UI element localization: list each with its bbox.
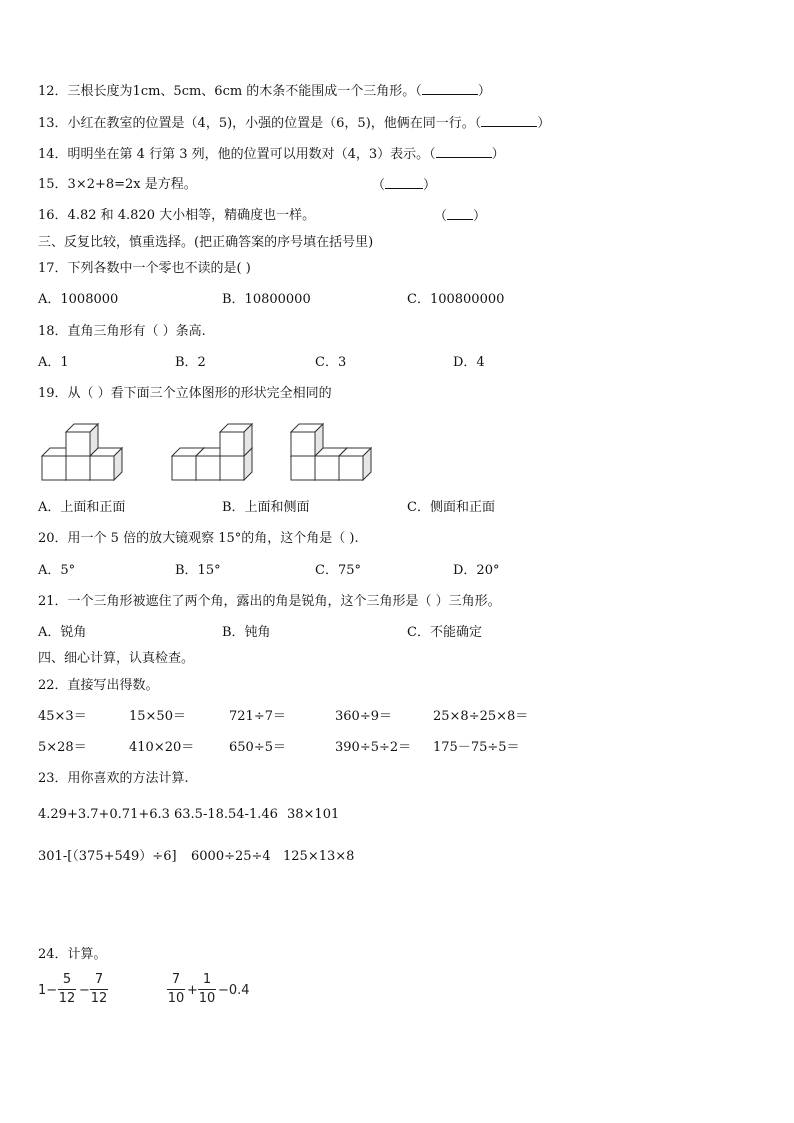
fraction: 7 10: [167, 972, 185, 1006]
option-a[interactable]: A．1: [38, 355, 69, 370]
option-a[interactable]: A．锐角: [38, 625, 87, 640]
oral-calc-item: 650÷5＝: [229, 740, 286, 755]
section-3-heading: 三、反复比较，慎重选择。(把正确答案的序号填在括号里): [38, 235, 374, 250]
question-12: 12．三根长度为1cm、5cm、6cm 的木条不能围成一个三角形。（ ）: [38, 84, 491, 99]
oral-calc-item: 721÷7＝: [229, 709, 286, 724]
option-c[interactable]: C．不能确定: [407, 625, 482, 640]
question-16: 16．4.82 和 4.820 大小相等，精确度也一样。: [38, 208, 316, 223]
question-14: 14．明明坐在第 4 行第 3 列，他的位置可以用数对（4，3）表示。（ ）: [38, 147, 505, 162]
question-22: 22．直接写出得数。: [38, 678, 159, 693]
plus-operator: +: [187, 983, 198, 998]
oral-calc-item: 5×28＝: [38, 740, 87, 755]
oral-calc-item: 390÷5÷2＝: [335, 740, 412, 755]
option-d[interactable]: D．20°: [453, 563, 500, 578]
option-b[interactable]: B．2: [175, 355, 206, 370]
question-15-answer: （ ）: [372, 178, 437, 193]
oral-calc-item: 175－75÷5＝: [433, 740, 520, 755]
question-24: 24．计算。: [38, 947, 107, 962]
question-17: 17．下列各数中一个零也不读的是( ): [38, 261, 251, 276]
oral-calc-item: 15×50＝: [129, 709, 186, 724]
oral-calc-item: 410×20＝: [129, 740, 195, 755]
question-21: 21．一个三角形被遮住了两个角，露出的角是锐角，这个三角形是（ ）三角形。: [38, 594, 501, 609]
calc-expression: 4.29+3.7+0.71+6.3: [38, 807, 170, 822]
cube-figure-2: [172, 424, 252, 480]
question-18: 18．直角三角形有（ ）条高.: [38, 324, 206, 339]
section-4-heading: 四、细心计算，认真检查。: [38, 651, 195, 666]
question-20: 20．用一个 5 倍的放大镜观察 15°的角，这个角是（ ).: [38, 531, 359, 546]
option-b[interactable]: B．钝角: [222, 625, 271, 640]
option-a[interactable]: A．5°: [38, 563, 76, 578]
calc-expression: 63.5-18.54-1.46: [174, 807, 278, 822]
minus-operator: −: [79, 983, 90, 998]
question-13: 13．小红在教室的位置是（4，5)，小强的位置是（6，5)，他俩在同一行。（ ）: [38, 116, 551, 131]
fraction: 5 12: [58, 972, 76, 1006]
option-c[interactable]: C．侧面和正面: [407, 500, 495, 515]
answer-blank[interactable]: [422, 82, 478, 95]
calc-expression: 301-[（375+549）÷6]: [38, 849, 177, 864]
calc-expression: 38×101: [287, 807, 340, 822]
question-15: 15．3×2+8=2x 是方程。: [38, 177, 197, 192]
question-23: 23．用你喜欢的方法计算.: [38, 771, 189, 786]
option-d[interactable]: D．4: [453, 355, 485, 370]
cube-figures: [38, 416, 383, 484]
option-c[interactable]: C．75°: [315, 563, 361, 578]
cube-figure-1: [42, 424, 122, 480]
oral-calc-item: 360÷9＝: [335, 709, 392, 724]
fraction: 1 10: [198, 972, 216, 1006]
fraction: 7 12: [90, 972, 108, 1006]
calc-expression: 6000÷25÷4: [191, 849, 271, 864]
expr1-lead: 1−: [38, 983, 58, 998]
answer-blank[interactable]: [481, 114, 537, 127]
option-b[interactable]: B．15°: [175, 563, 221, 578]
question-19: 19．从（ ）看下面三个立体图形的形状完全相同的: [38, 386, 332, 401]
option-c[interactable]: C．3: [315, 355, 347, 370]
cube-figure-3: [291, 424, 371, 480]
expr2-tail: −0.4: [218, 983, 250, 998]
answer-blank[interactable]: [436, 145, 492, 158]
calc-expression: 125×13×8: [283, 849, 355, 864]
answer-blank[interactable]: [447, 207, 473, 220]
oral-calc-item: 45×3＝: [38, 709, 87, 724]
option-b[interactable]: B．上面和侧面: [222, 500, 310, 515]
option-c[interactable]: C．100800000: [407, 292, 505, 307]
oral-calc-item: 25×8÷25×8＝: [433, 709, 529, 724]
option-b[interactable]: B．10800000: [222, 292, 311, 307]
option-a[interactable]: A．上面和正面: [38, 500, 126, 515]
answer-blank[interactable]: [385, 176, 423, 189]
option-a[interactable]: A．1008000: [38, 292, 119, 307]
question-16-answer: （ ）: [434, 209, 487, 224]
